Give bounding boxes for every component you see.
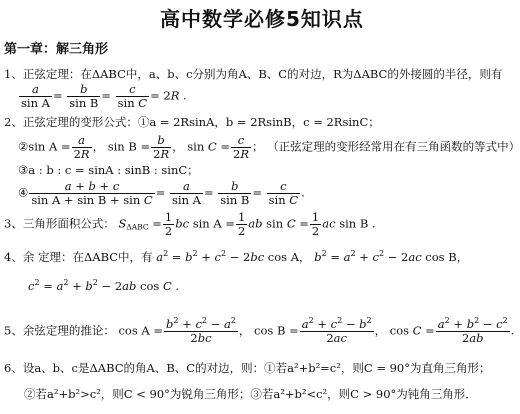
fraction: $\frac{1}{2}$ [311,210,320,239]
item-1-formula: $\frac{a}{\text{sin A}}$ = $\frac{b}{\text{sin B}}$ = $\frac{c}{\text{sin C}}$ = 2R . [21,82,187,111]
fraction: $\frac{a^2 + c^2 - b^2}{2ac}$ [301,316,372,346]
item-2-label: 2、正弦定理的变形公式：①a = 2RsinA，b = 2RsinB，c = 2RsinC； [4,115,380,129]
page-title: 高中数学必修5知识点 [160,7,364,31]
item-1-label: 1、正弦定理：在ΔABC中，a、b、c分别为角A、B、C的对边，R为ΔABC的外接圆的半径，则有 [4,67,503,81]
fraction: $\frac{a^2 + b^2 - c^2}{2ab}$ [437,316,508,346]
fraction: $\frac{1}{2}$ [237,210,246,239]
item-3-label: 3、三角形面积公式： [4,216,115,231]
chapter-heading: 第一章：解三角形 [4,42,109,57]
fraction: $\frac{c}{\text{sin C}}$ [117,82,148,111]
item-5-formula: 5、余弦定理的推论： cos A = $\frac{b^2 + c^2 - a^2}{2bc}$ ， cos B = $\frac{a^2 + c^2 - b^2}{2ac}$ ， cos C = $\frac{a^2 + b^2 - c^2}{2ab}$ . [4,316,515,346]
fraction: $\frac{c}{\text{sin C}}$ [268,179,299,208]
item-2-variant-4: ④ $\frac{a + b + c}{\text{sin A + sin B + sin C}}$ = $\frac{a}{\text{sin A}}$ = $\frac{b}{\text{sin B}}$ = $\frac{c}{\text{sin C}}$ . [18,179,305,208]
item-4-line-1: 4、余 定理：在ΔABC中，有 $a^2 = b^2 + c^2 - 2bc$ cos A， $b^2 = a^2 + c^2 - 2ac$ cos B， [4,249,469,264]
item-2-note: （正弦定理的变形经常用在有三角函数的等式中） [267,139,520,154]
fraction: $\frac{b}{\text{sin B}}$ [69,82,99,111]
item-6-line-2: ②若a²+b²>c²，则C < 90°为锐角三角形；③若a²+b²<c²，则C > 90°为钝角三角形． [24,387,477,401]
fraction: $\frac{1}{2}$ [164,210,173,239]
item-6-line-1: 6、设a、b、c是ΔABC的角A、B、C的对边，则：①若a²+b²=c²，则C = 90°为直角三角形； [4,361,491,375]
item-5-label: 5、余弦定理的推论： [4,323,115,338]
item-4-line-2: $c^2 = a^2 + b^2 - 2ab$ cos C . [28,278,180,293]
fraction: $\frac{a}{\text{sin A}}$ [21,82,50,111]
fraction: $\frac{c}{2R}$ [233,133,250,162]
item-4-label: 4、余 定理：在ΔABC中，有 [4,250,153,264]
fraction: $\frac{b}{2R}$ [153,133,170,162]
item-2-variant-3: ③a : b : c = sinA : sinB : sinC； [18,163,199,177]
fraction: $\frac{a}{\text{sin A}}$ [172,179,201,208]
fraction: $\frac{b^2 + c^2 - a^2}{2bc}$ [166,316,236,346]
item-3-formula: 3、三角形面积公式： $S_{\Delta ABC}$ = $\frac{1}{2}$ bc sin A = $\frac{1}{2}$ ab sin C = $\frac{1}{2}$ ac sin B . [4,210,376,239]
fraction: $\frac{a + b + c}{\text{sin A + sin B + sin C}}$ [31,179,153,208]
item-2-variant-2: ②sin A = $\frac{a}{2R}$ ， sin B = $\frac{b}{2R}$ ， sin C = $\frac{c}{2R}$ ； （正弦定理的变形经常用在有三角函数的等式中） [18,133,520,162]
fraction: $\frac{b}{\text{sin B}}$ [220,179,250,208]
fraction: $\frac{a}{2R}$ [73,133,90,162]
